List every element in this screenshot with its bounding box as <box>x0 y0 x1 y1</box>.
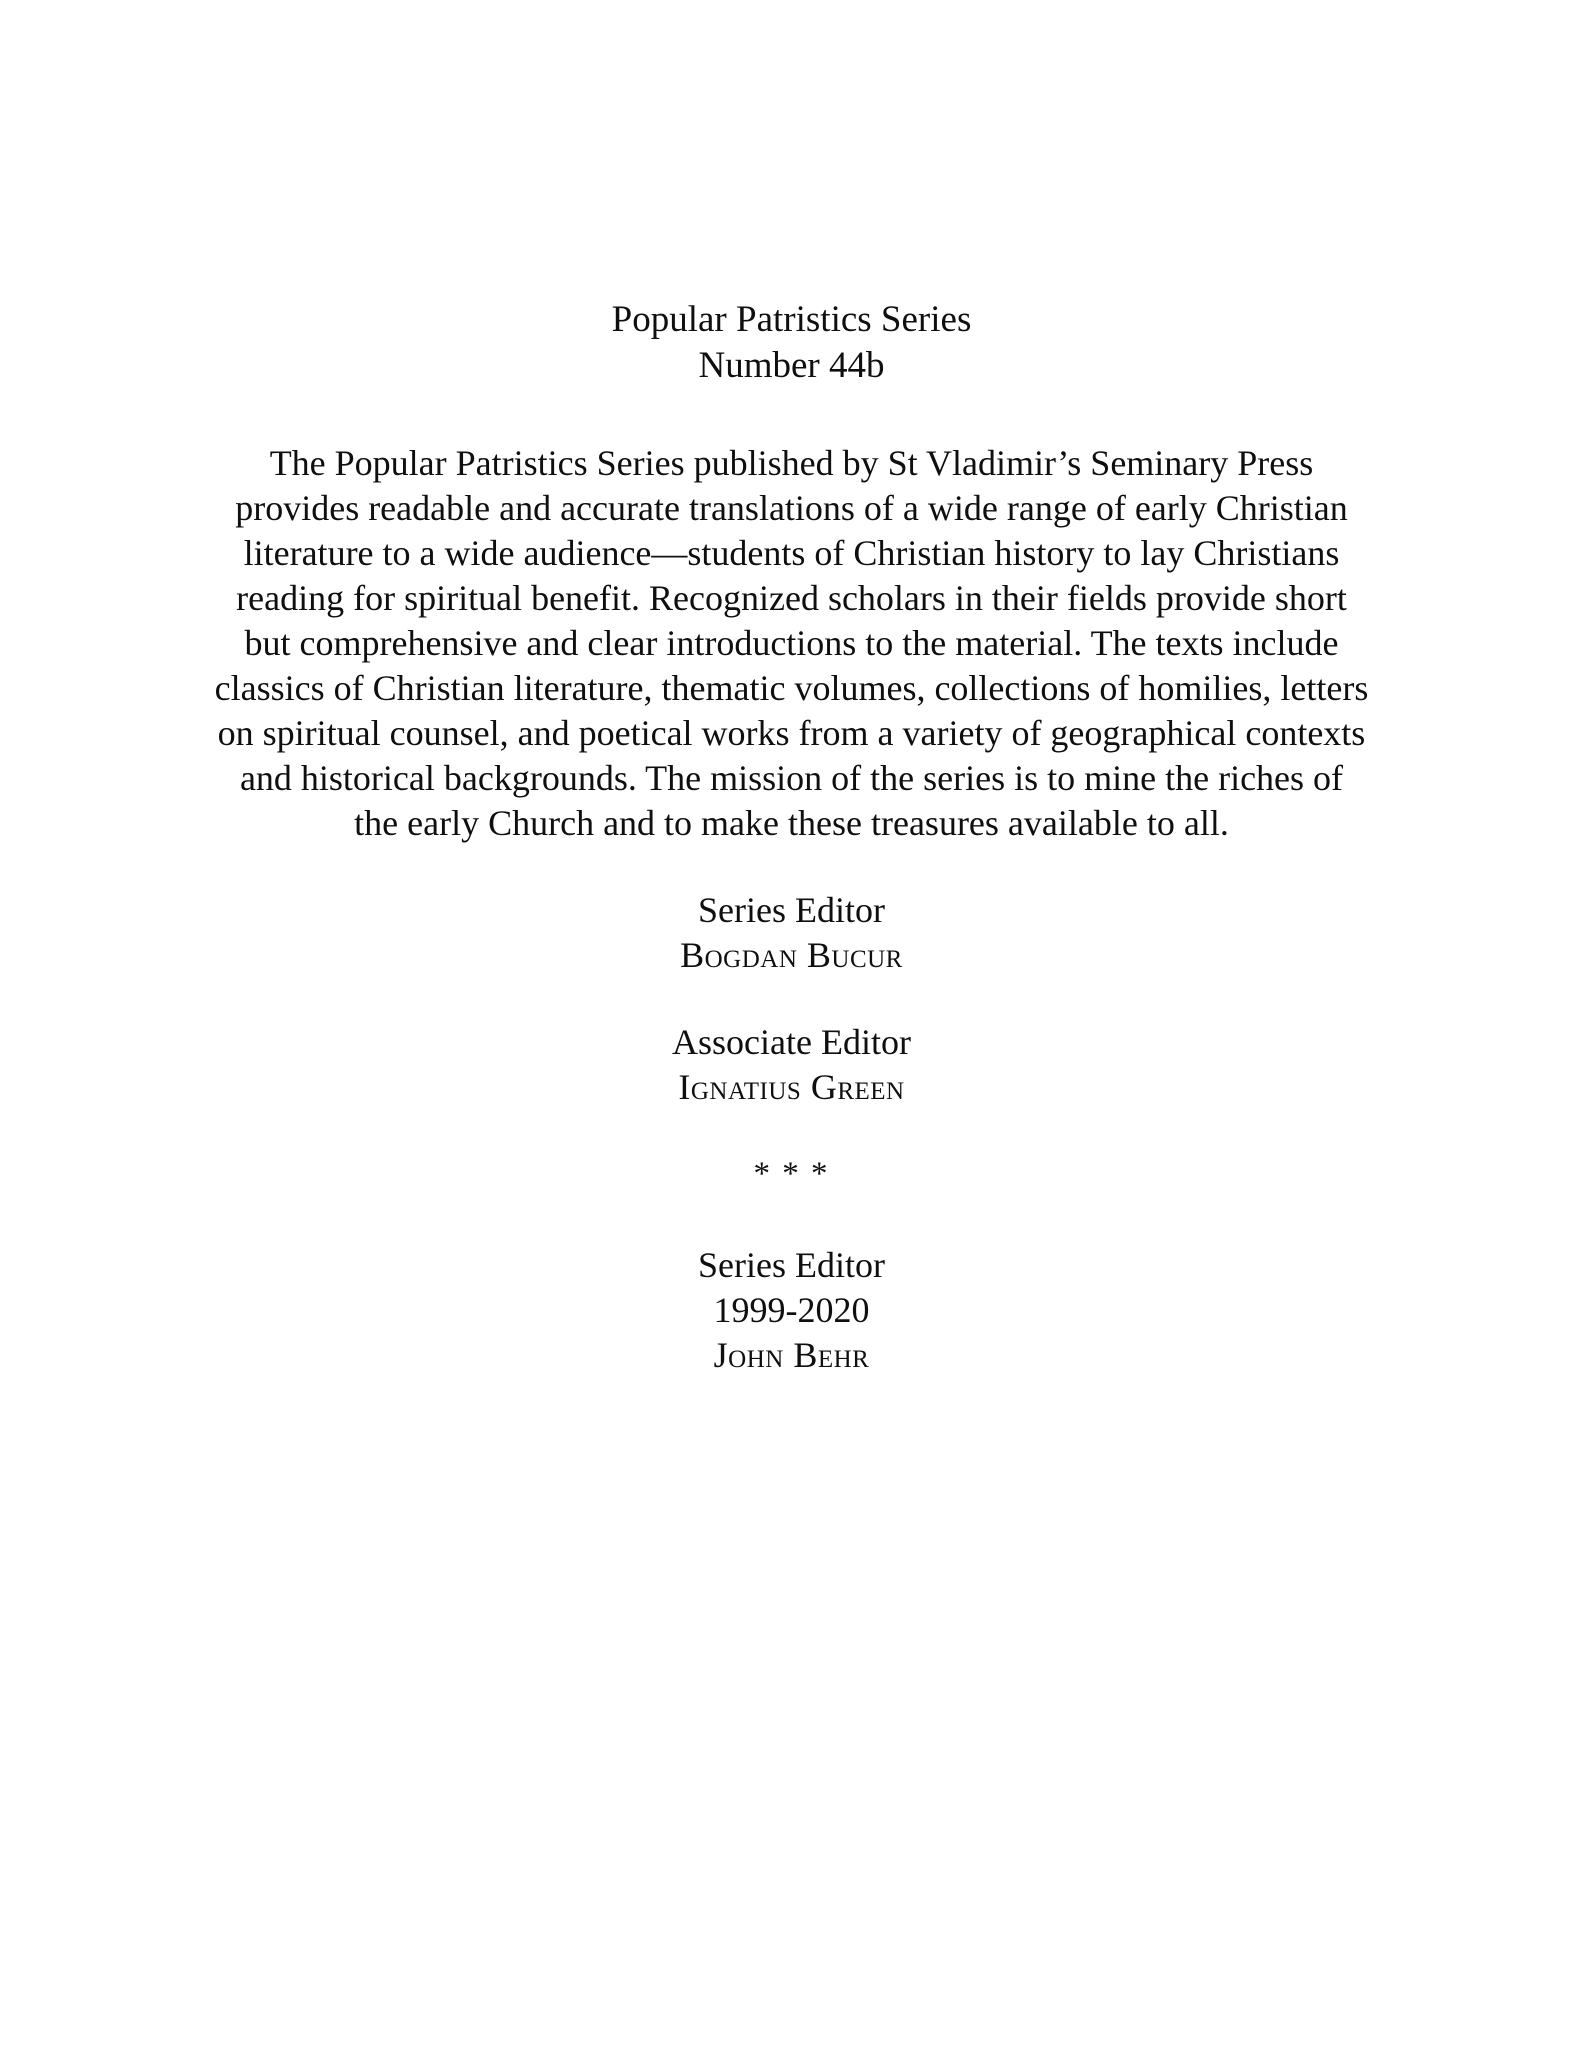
former-series-editor-role: Series Editor <box>698 1245 885 1285</box>
description-line: and historical backgrounds. The mission of the series is to mine the riches of <box>239 758 1344 798</box>
series-description <box>0 441 1583 846</box>
former-series-editor-block <box>0 1243 1583 1378</box>
description-line: literature to a wide audience—students of Christian history to lay Christians <box>243 533 1340 573</box>
associate-editor-block <box>0 1020 1583 1110</box>
former-series-editor-years: 1999-2020 <box>713 1290 870 1330</box>
description-line: on spiritual counsel, and poetical works from a variety of geographical contexts <box>217 713 1366 753</box>
description-line: provides readable and accurate translations of a wide range of early Christian <box>235 488 1348 528</box>
series-number: Number 44b <box>698 345 885 386</box>
description-line: but comprehensive and clear introductions to the material. The texts include <box>244 623 1339 663</box>
description-line: the early Church and to make these treasures available to all. <box>354 803 1229 843</box>
former-series-editor-name: John Behr <box>713 1335 870 1375</box>
series-editor-block <box>0 888 1583 978</box>
series-editor-name: Bogdan Bucur <box>680 935 903 975</box>
asterisk-separator: * * * <box>753 1156 830 1192</box>
associate-editor-name: Ignatius Green <box>678 1067 905 1107</box>
series-title-block <box>0 297 1583 389</box>
description-line: The Popular Patristics Series published by St Vladimir’s Seminary Press <box>269 443 1314 483</box>
associate-editor-role: Associate Editor <box>672 1022 911 1062</box>
series-title: Popular Patristics Series <box>611 299 972 340</box>
description-line: classics of Christian literature, thematic volumes, collections of homilies, letters <box>214 668 1369 708</box>
series-editor-role: Series Editor <box>698 890 885 930</box>
description-line: reading for spiritual benefit. Recognized scholars in their fields provide short <box>236 578 1347 618</box>
